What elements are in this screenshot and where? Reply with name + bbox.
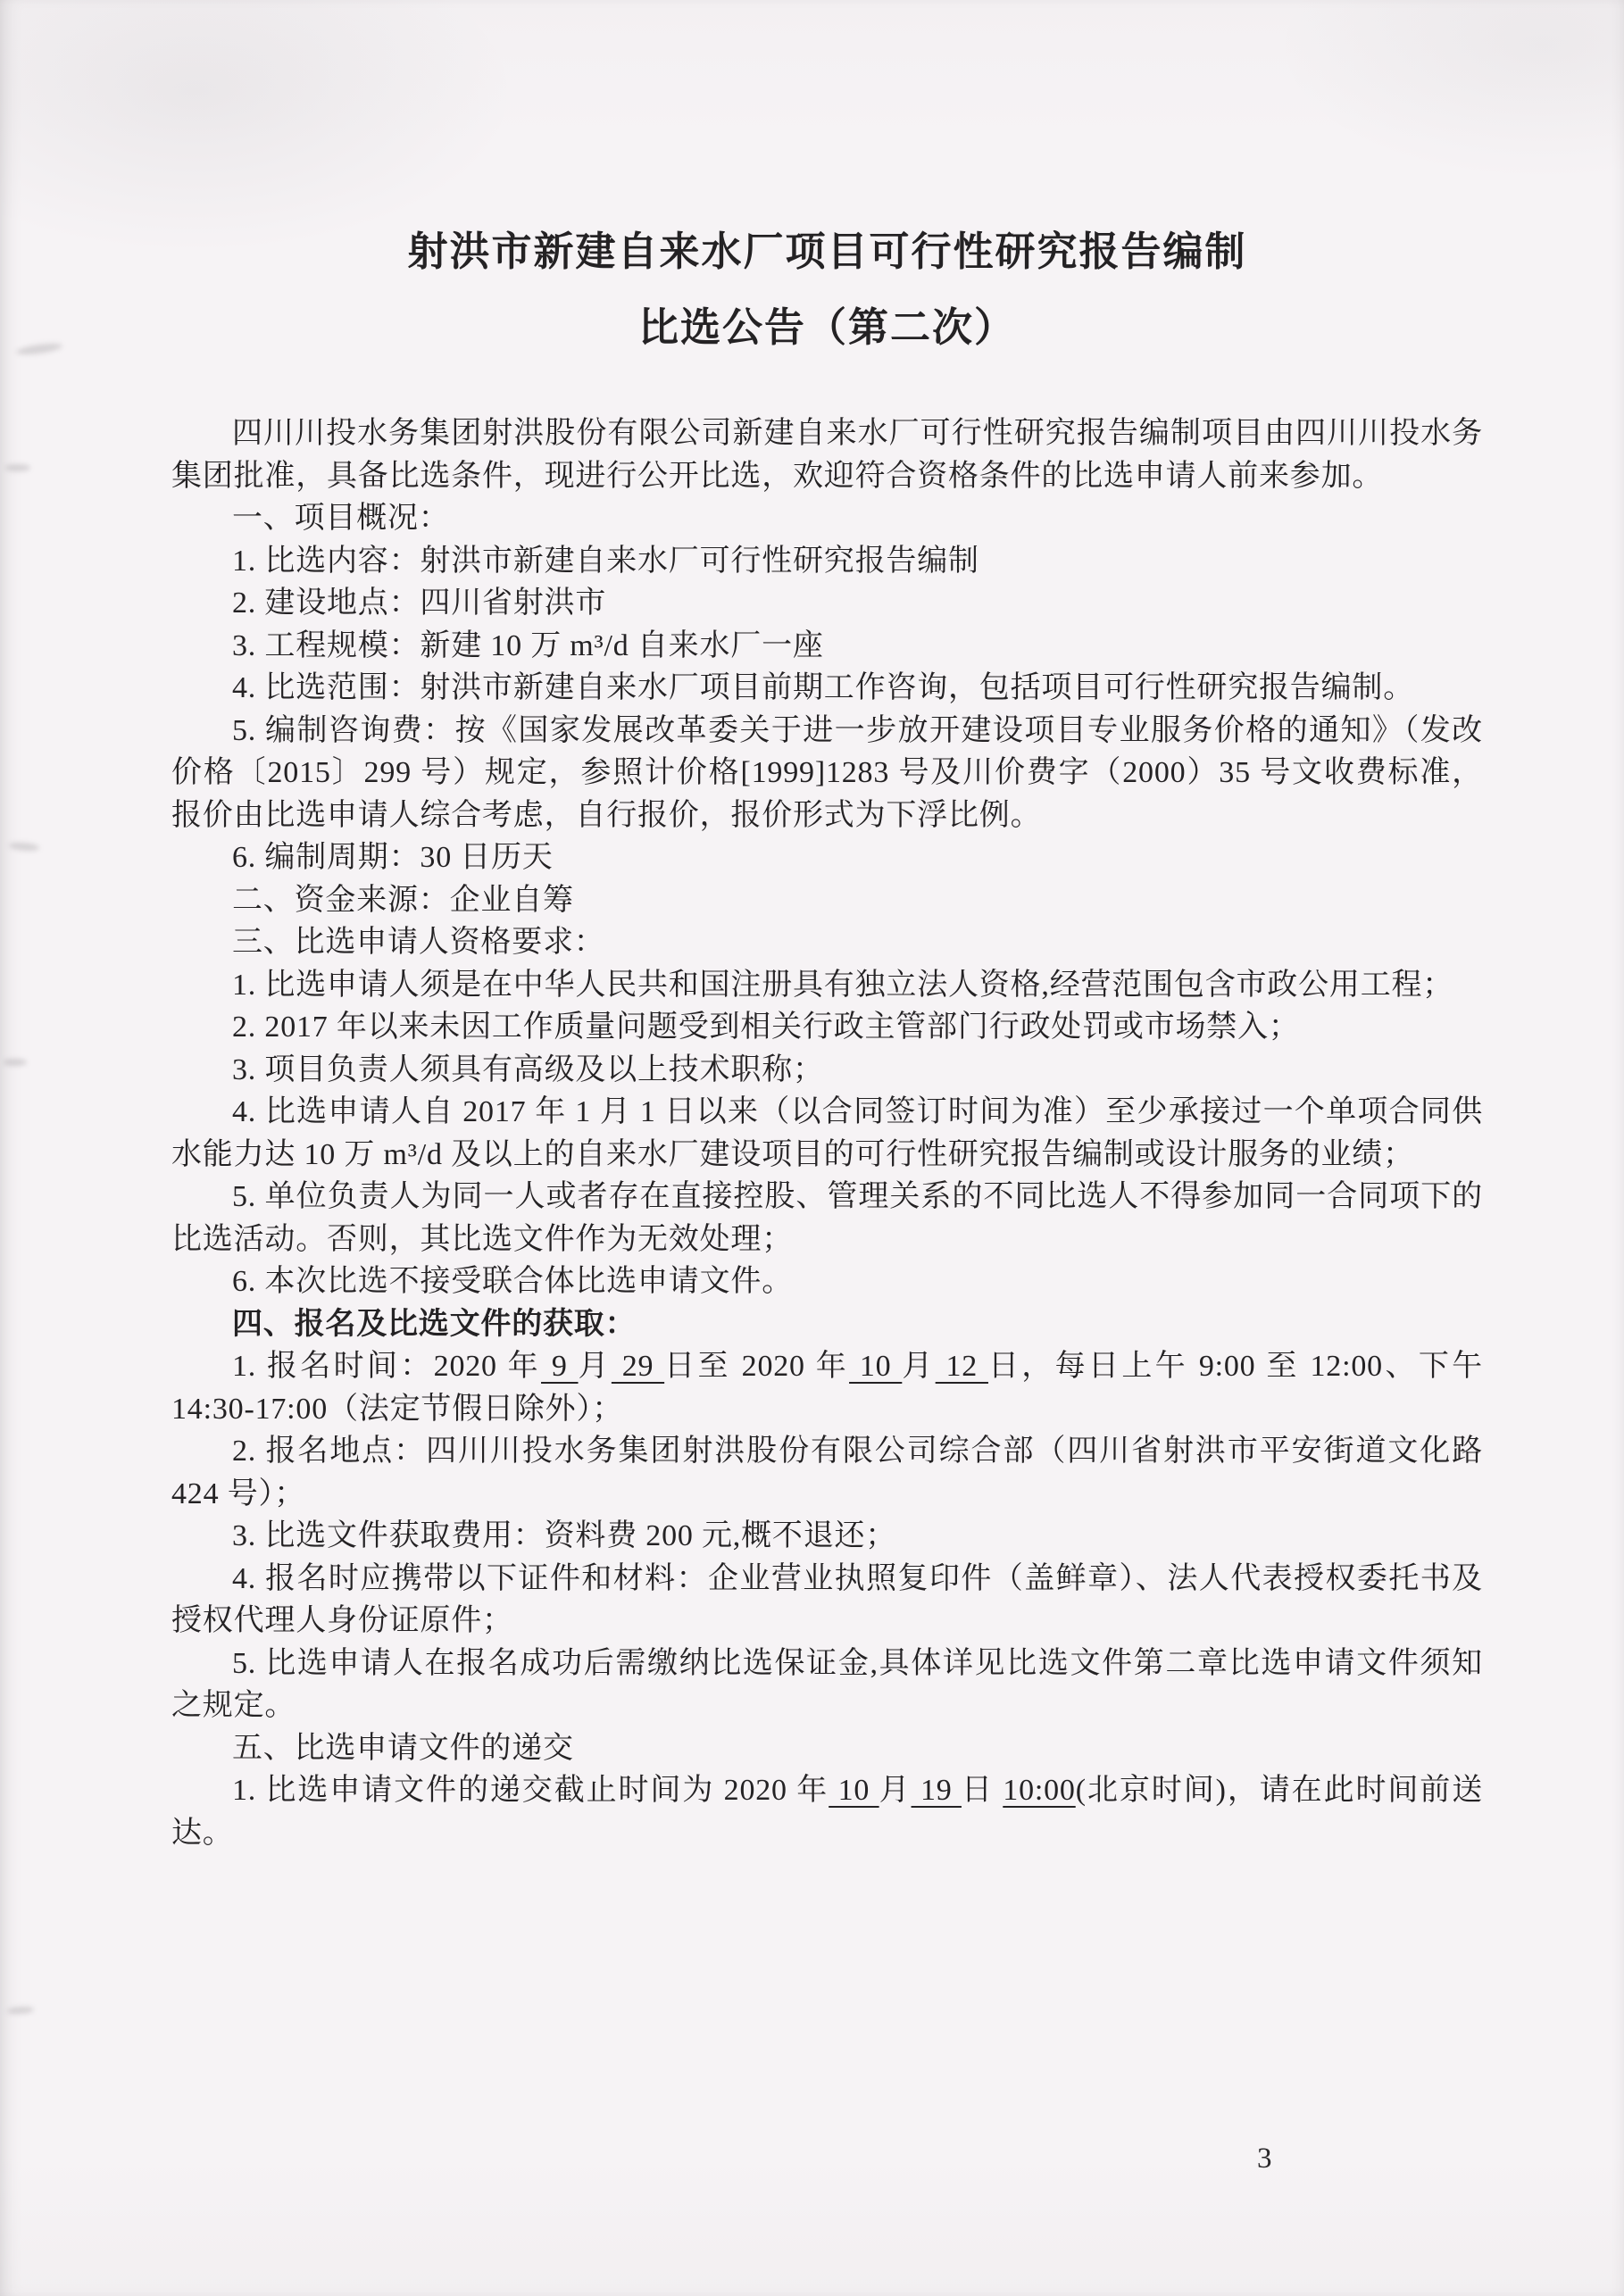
text-segment: 5. 单位负责人为同一人或者存在直接控股、管理关系的不同比选人不得参加同一合同项下的比选活动。否则，其比选文件作为无效处理； bbox=[171, 1180, 1483, 1256]
paragraph-17 bbox=[171, 1303, 1483, 1346]
text-segment: 一、项目概况： bbox=[232, 502, 450, 535]
paragraph-10 bbox=[171, 921, 1483, 964]
text-segment: 日 bbox=[961, 1774, 1004, 1807]
scan-artifact bbox=[9, 842, 40, 853]
underlined-blank: 29 bbox=[611, 1350, 665, 1383]
paragraph-8 bbox=[171, 836, 1483, 879]
underlined-blank: 12 bbox=[935, 1350, 988, 1383]
paragraph-5 bbox=[171, 625, 1483, 668]
paragraph-11 bbox=[171, 964, 1483, 1007]
text-segment: 5. 编制咨询费：按《国家发展改革委关于进一步放开建设项目专业服务价格的通知》（发改价格〔2015〕299 号）规定，参照计价格[1999]1283 号及川价费字（2000）35 号文收费标准，报价由比选申请人综合考虑，自行报价，报价形式为下浮比例。 bbox=[171, 713, 1483, 832]
text-segment: 2. 报名地点：四川川投水务集团射洪股份有限公司综合部（四川省射洪市平安街道文化路 424 号）； bbox=[171, 1435, 1483, 1510]
paragraph-13 bbox=[171, 1049, 1483, 1092]
text-segment: 1. 比选申请人须是在中华人民共和国注册具有独立法人资格,经营范围包含市政公用工程； bbox=[232, 968, 1454, 1002]
text-segment: 2. 建设地点：四川省射洪市 bbox=[232, 586, 607, 620]
page-number: 3 bbox=[1257, 2142, 1272, 2175]
text-segment: 3. 工程规模：新建 10 万 m³/d 自来水厂一座 bbox=[232, 628, 824, 662]
text-segment: 1. 比选申请文件的递交截止时间为 2020 年 bbox=[232, 1774, 829, 1807]
paragraph-3 bbox=[171, 540, 1483, 583]
text-segment: 四、报名及比选文件的获取： bbox=[232, 1307, 637, 1341]
paragraph-22 bbox=[171, 1643, 1483, 1727]
text-segment: 1. 比选内容：射洪市新建自来水厂可行性研究报告编制 bbox=[232, 544, 979, 578]
text-segment: 三、比选申请人资格要求： bbox=[232, 926, 605, 959]
paragraph-14 bbox=[171, 1091, 1483, 1176]
text-segment: 3. 比选文件获取费用：资料费 200 元,概不退还； bbox=[232, 1519, 897, 1552]
text-segment: 4. 比选范围：射洪市新建自来水厂项目前期工作咨询，包括项目可行性研究报告编制。 bbox=[232, 671, 1414, 704]
document-body bbox=[171, 412, 1483, 1854]
underlined-blank: 9 bbox=[541, 1350, 579, 1383]
scan-artifact bbox=[16, 341, 63, 356]
scan-artifact bbox=[5, 464, 30, 471]
text-segment: 4. 报名时应携带以下证件和材料：企业营业执照复印件（盖鲜章）、法人代表授权委托书及授权代理人身份证原件； bbox=[171, 1561, 1483, 1637]
underlined-blank: 19 bbox=[911, 1774, 962, 1807]
text-segment: 月 bbox=[578, 1350, 612, 1383]
text-segment: 月 bbox=[879, 1774, 912, 1807]
paragraph-21 bbox=[171, 1558, 1483, 1643]
paragraph-16 bbox=[171, 1260, 1483, 1303]
underlined-blank: 10 bbox=[849, 1350, 903, 1383]
scan-artifact bbox=[4, 1059, 27, 1066]
text-segment: 6. 本次比选不接受联合体比选申请文件。 bbox=[232, 1265, 793, 1298]
scan-artifact bbox=[7, 2006, 34, 2015]
text-segment: 6. 编制周期：30 日历天 bbox=[232, 841, 554, 874]
paragraph-20 bbox=[171, 1515, 1483, 1558]
paragraph-9 bbox=[171, 879, 1483, 922]
paragraph-7 bbox=[171, 710, 1483, 837]
text-segment: 月 bbox=[902, 1350, 936, 1383]
text-segment: 3. 项目负责人须具有高级及以上技术职称； bbox=[232, 1052, 824, 1086]
paragraph-2 bbox=[171, 497, 1483, 540]
text-segment: 五、比选申请文件的递交 bbox=[232, 1731, 574, 1765]
underlined-blank: 10:00 bbox=[1003, 1774, 1076, 1807]
text-segment: 5. 比选申请人在报名成功后需缴纳比选保证金,具体详见比选文件第二章比选申请文件须知之规定。 bbox=[171, 1646, 1483, 1722]
paragraph-23 bbox=[171, 1727, 1483, 1770]
document-title-line2: 比选公告（第二次） bbox=[637, 305, 1016, 350]
text-segment: 日至 2020 年 bbox=[664, 1350, 850, 1383]
text-segment: 二、资金来源：企业自筹 bbox=[232, 883, 574, 917]
paragraph-18 bbox=[171, 1345, 1483, 1430]
paragraph-12 bbox=[171, 1006, 1483, 1049]
document-title-line1: 射洪市新建自来水厂项目可行性研究报告编制 bbox=[407, 229, 1247, 274]
text-segment: 2. 2017 年以来未因工作质量问题受到相关行政主管部门行政处罚或市场禁入； bbox=[232, 1011, 1300, 1044]
paragraph-1 bbox=[171, 412, 1483, 497]
paragraph-4 bbox=[171, 582, 1483, 625]
text-segment: 4. 比选申请人自 2017 年 1 月 1 日以来（以合同签订时间为准）至少承接过一个单项合同供水能力达 10 万 m³/d 及以上的自来水厂建设项目的可行性研究报告编制或设计服务的业绩； bbox=[171, 1095, 1483, 1171]
paragraph-15 bbox=[171, 1176, 1483, 1260]
text-segment: 日，每日上午 9:00 至 12:00、下午 14:30-17:00（法定节假日除外）； bbox=[171, 1350, 1483, 1426]
text-segment: 1. 报名时间：2020 年 bbox=[232, 1350, 542, 1383]
paragraph-6 bbox=[171, 667, 1483, 710]
underlined-blank: 10 bbox=[829, 1774, 879, 1807]
paragraph-19 bbox=[171, 1430, 1483, 1515]
document-title bbox=[171, 214, 1483, 366]
paragraph-24 bbox=[171, 1769, 1483, 1854]
text-segment: (北京时间)，请在此时间前送达。 bbox=[171, 1774, 1484, 1850]
text-segment: 四川川投水务集团射洪股份有限公司新建自来水厂可行性研究报告编制项目由四川川投水务集团批准，具备比选条件，现进行公开比选，欢迎符合资格条件的比选申请人前来参加。 bbox=[171, 417, 1483, 493]
